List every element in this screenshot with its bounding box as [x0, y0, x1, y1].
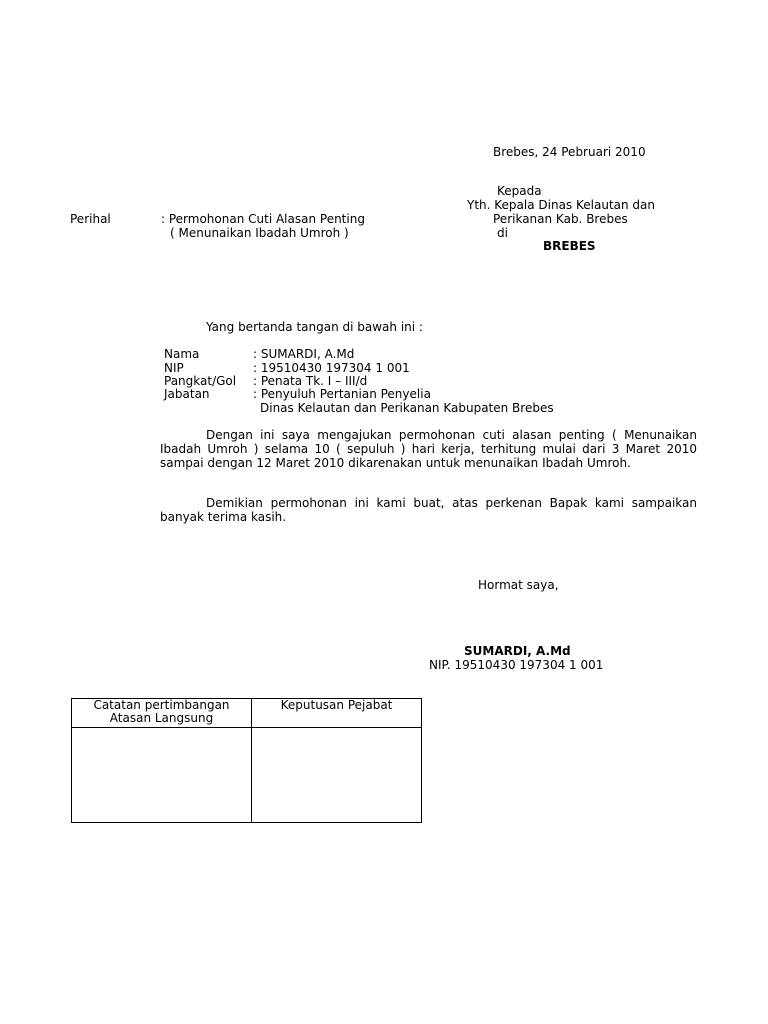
supervisor-notes-header-line2: Atasan Langsung [109, 711, 214, 725]
request-paragraph: Dengan ini saya mengajukan permohonan cuti alasan penting ( Menunaikan Ibadah Umroh ) selama 10 ( sepuluh ) hari kerja, terhitung mulai dari 3 Maret 2010 sampai dengan 12 Maret 2010 dikarenakan untuk menunaikan Ibadah Umroh. [160, 428, 697, 470]
supervisor-notes-cell [72, 728, 252, 823]
supervisor-notes-header [72, 699, 252, 728]
place-date: Brebes, 24 Pebruari 2010 [493, 145, 646, 159]
closing-greeting: Hormat saya, [478, 578, 559, 592]
field-label-pangkat: Pangkat/Gol [164, 374, 237, 388]
field-value-nama: : SUMARDI, A.Md [253, 347, 355, 361]
subject-line2: ( Menunaikan Ibadah Umroh ) [170, 226, 349, 240]
subject-label: Perihal [70, 212, 111, 226]
field-value-jabatan: : Penyuluh Pertanian Penyelia [253, 387, 431, 401]
subject-line1: : Permohonan Cuti Alasan Penting [161, 212, 365, 226]
recipient-title: Yth. Kepala Dinas Kelautan dan [467, 198, 655, 212]
field-value-jabatan-line2: Dinas Kelautan dan Perikanan Kabupaten Brebes [260, 401, 554, 415]
field-label-nip: NIP [164, 361, 184, 375]
official-decision-cell [252, 728, 422, 823]
supervisor-notes-header-line1: Catatan pertimbangan [93, 698, 230, 712]
recipient-city: BREBES [543, 239, 596, 253]
field-label-jabatan: Jabatan [164, 387, 210, 401]
signer-nip: NIP. 19510430 197304 1 001 [429, 658, 604, 672]
field-value-nip: : 19510430 197304 1 001 [253, 361, 410, 375]
official-decision-header-label: Keputusan Pejabat [280, 698, 393, 712]
field-label-nama: Nama [164, 347, 200, 361]
recipient-kepada: Kepada [497, 184, 542, 198]
signer-name: SUMARDI, A.Md [464, 644, 571, 658]
recipient-office: Perikanan Kab. Brebes [493, 212, 628, 226]
approval-table [71, 698, 422, 823]
recipient-di: di [497, 226, 508, 240]
closing-paragraph: Demikian permohonan ini kami buat, atas perkenan Bapak kami sampaikan banyak terima kasih. [160, 496, 697, 524]
intro-text: Yang bertanda tangan di bawah ini : [206, 320, 423, 334]
official-decision-header [252, 699, 422, 728]
field-value-pangkat: : Penata Tk. I – III/d [253, 374, 368, 388]
